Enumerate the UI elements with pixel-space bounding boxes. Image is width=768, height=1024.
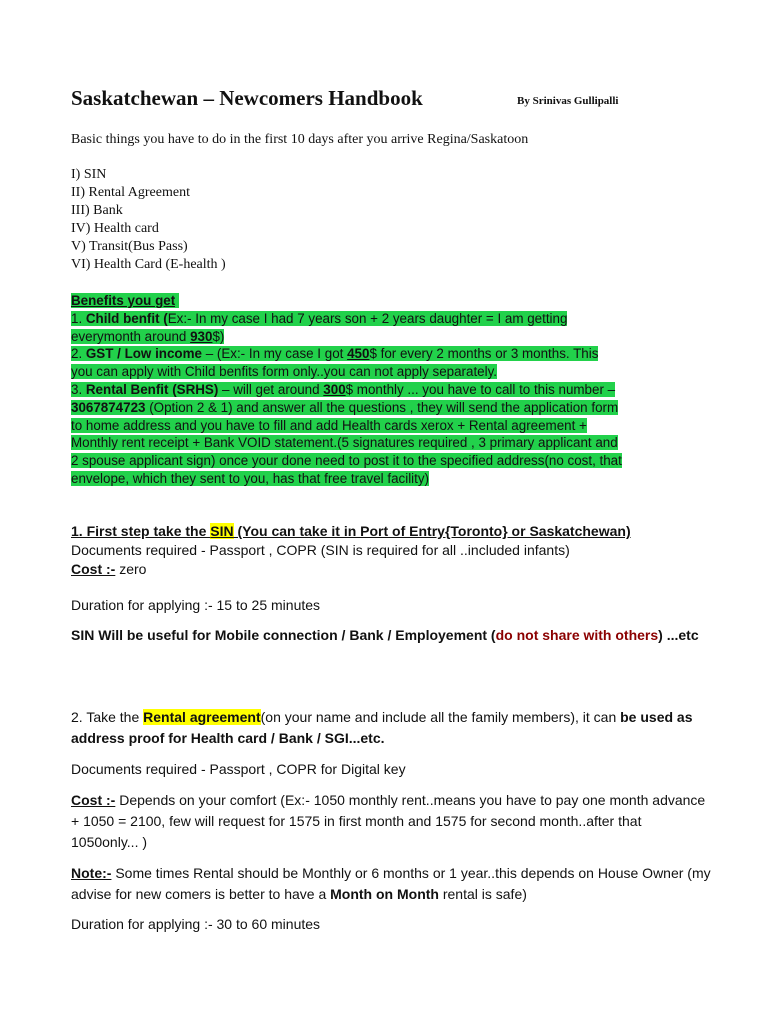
sin-section	[71, 522, 711, 579]
author-byline: By Srinivas Gullipalli	[517, 95, 619, 107]
list-item: I) SIN	[71, 167, 107, 182]
list-item: II) Rental Agreement	[71, 185, 190, 200]
rental-duration: Duration for applying :- 30 to 60 minutes	[71, 916, 321, 932]
rental-documents: Documents required - Passport , COPR for Digital key	[71, 761, 406, 777]
rental-note: Note:- Some times Rental should be Monthly or 6 months or 1 year..this depends on House Owner (my advise for new comers is better to have a Month on Month rental is safe)	[71, 865, 711, 902]
sin-heading: 1. First step take the SIN (You can take it in Port of Entry{Toronto} or Saskatchewan)	[71, 523, 631, 539]
gst-amount: 450	[347, 346, 370, 362]
child-benefit-amount: 930	[190, 328, 213, 344]
list-item: III) Bank	[71, 203, 123, 218]
gst-benefit: 2. GST / Low income – (Ex:- In my case I got 450$ for every 2 months or 3 months. This	[71, 346, 599, 362]
title-row	[71, 86, 711, 111]
rental-benefit: 3. Rental Benfit (SRHS) – will get around 300$ monthly ... you have to call to this number –	[71, 381, 616, 397]
sin-duration: Duration for applying :- 15 to 25 minutes	[71, 597, 321, 613]
rental-intro: 2. Take the Rental agreement(on your name and include all the family members), it can be used as address proof for Health card / Bank / SGI...etc.	[71, 709, 693, 746]
rental-amount: 300	[323, 381, 346, 397]
document-title: Saskatchewan – Newcomers Handbook	[71, 86, 423, 110]
list-item: V) Transit(Bus Pass)	[71, 239, 188, 254]
sin-usefulness: SIN Will be useful for Mobile connection / Bank / Employement (do not share with others) ...etc	[71, 627, 699, 643]
sin-documents: Documents required - Passport , COPR (SIN is required for all ..included infants)	[71, 542, 570, 558]
steps-list	[71, 166, 226, 274]
sin-cost: Cost :- zero	[71, 561, 147, 577]
rental-cost: Cost :- Depends on your comfort (Ex:- 1050 monthly rent..means you have to pay one month advance + 1050 = 2100, few will request for 1575 in first month and 1575 for second month..after that 1050only... )	[71, 792, 706, 850]
intro-text: Basic things you have to do in the first 10 days after you arrive Regina/Saskatoon	[71, 132, 529, 147]
phone-number: 3067874723	[71, 399, 146, 415]
benefits-heading: Benefits you get	[71, 293, 176, 308]
list-item: IV) Health card	[71, 221, 159, 236]
child-benefit: 1. Child benfit (Ex:- In my case I had 7 years son + 2 years daughter = I am getting	[71, 310, 568, 326]
benefits-section: Benefits you get 1. Child benfit (Ex:- In my case I had 7 years son + 2 years daughter = I am getting everymonth around 930$) 2. GST / Low income – (Ex:- In my case I got 450$ for every 2 months or 3 months. This you can apply with Child benfits form only..you can not apply separately. 3. Rental Benfit (SRHS) – will get around 300$ monthly ... you have to call to this number – 3067874723 (Option 2 & 1) and answer all the questions , they will send the application form to home address and you have to fill and add Health cards xerox + Rental agreement + Monthly rent receipt + Bank VOID statement.(5 signatures required , 3 primary applicant and 2 spouse applicant sign) once your done need to post it to the specified address(no cost, that envelope, which they sent to you, has that free travel facility)	[71, 292, 711, 488]
list-item: VI) Health Card (E-health )	[71, 257, 226, 272]
